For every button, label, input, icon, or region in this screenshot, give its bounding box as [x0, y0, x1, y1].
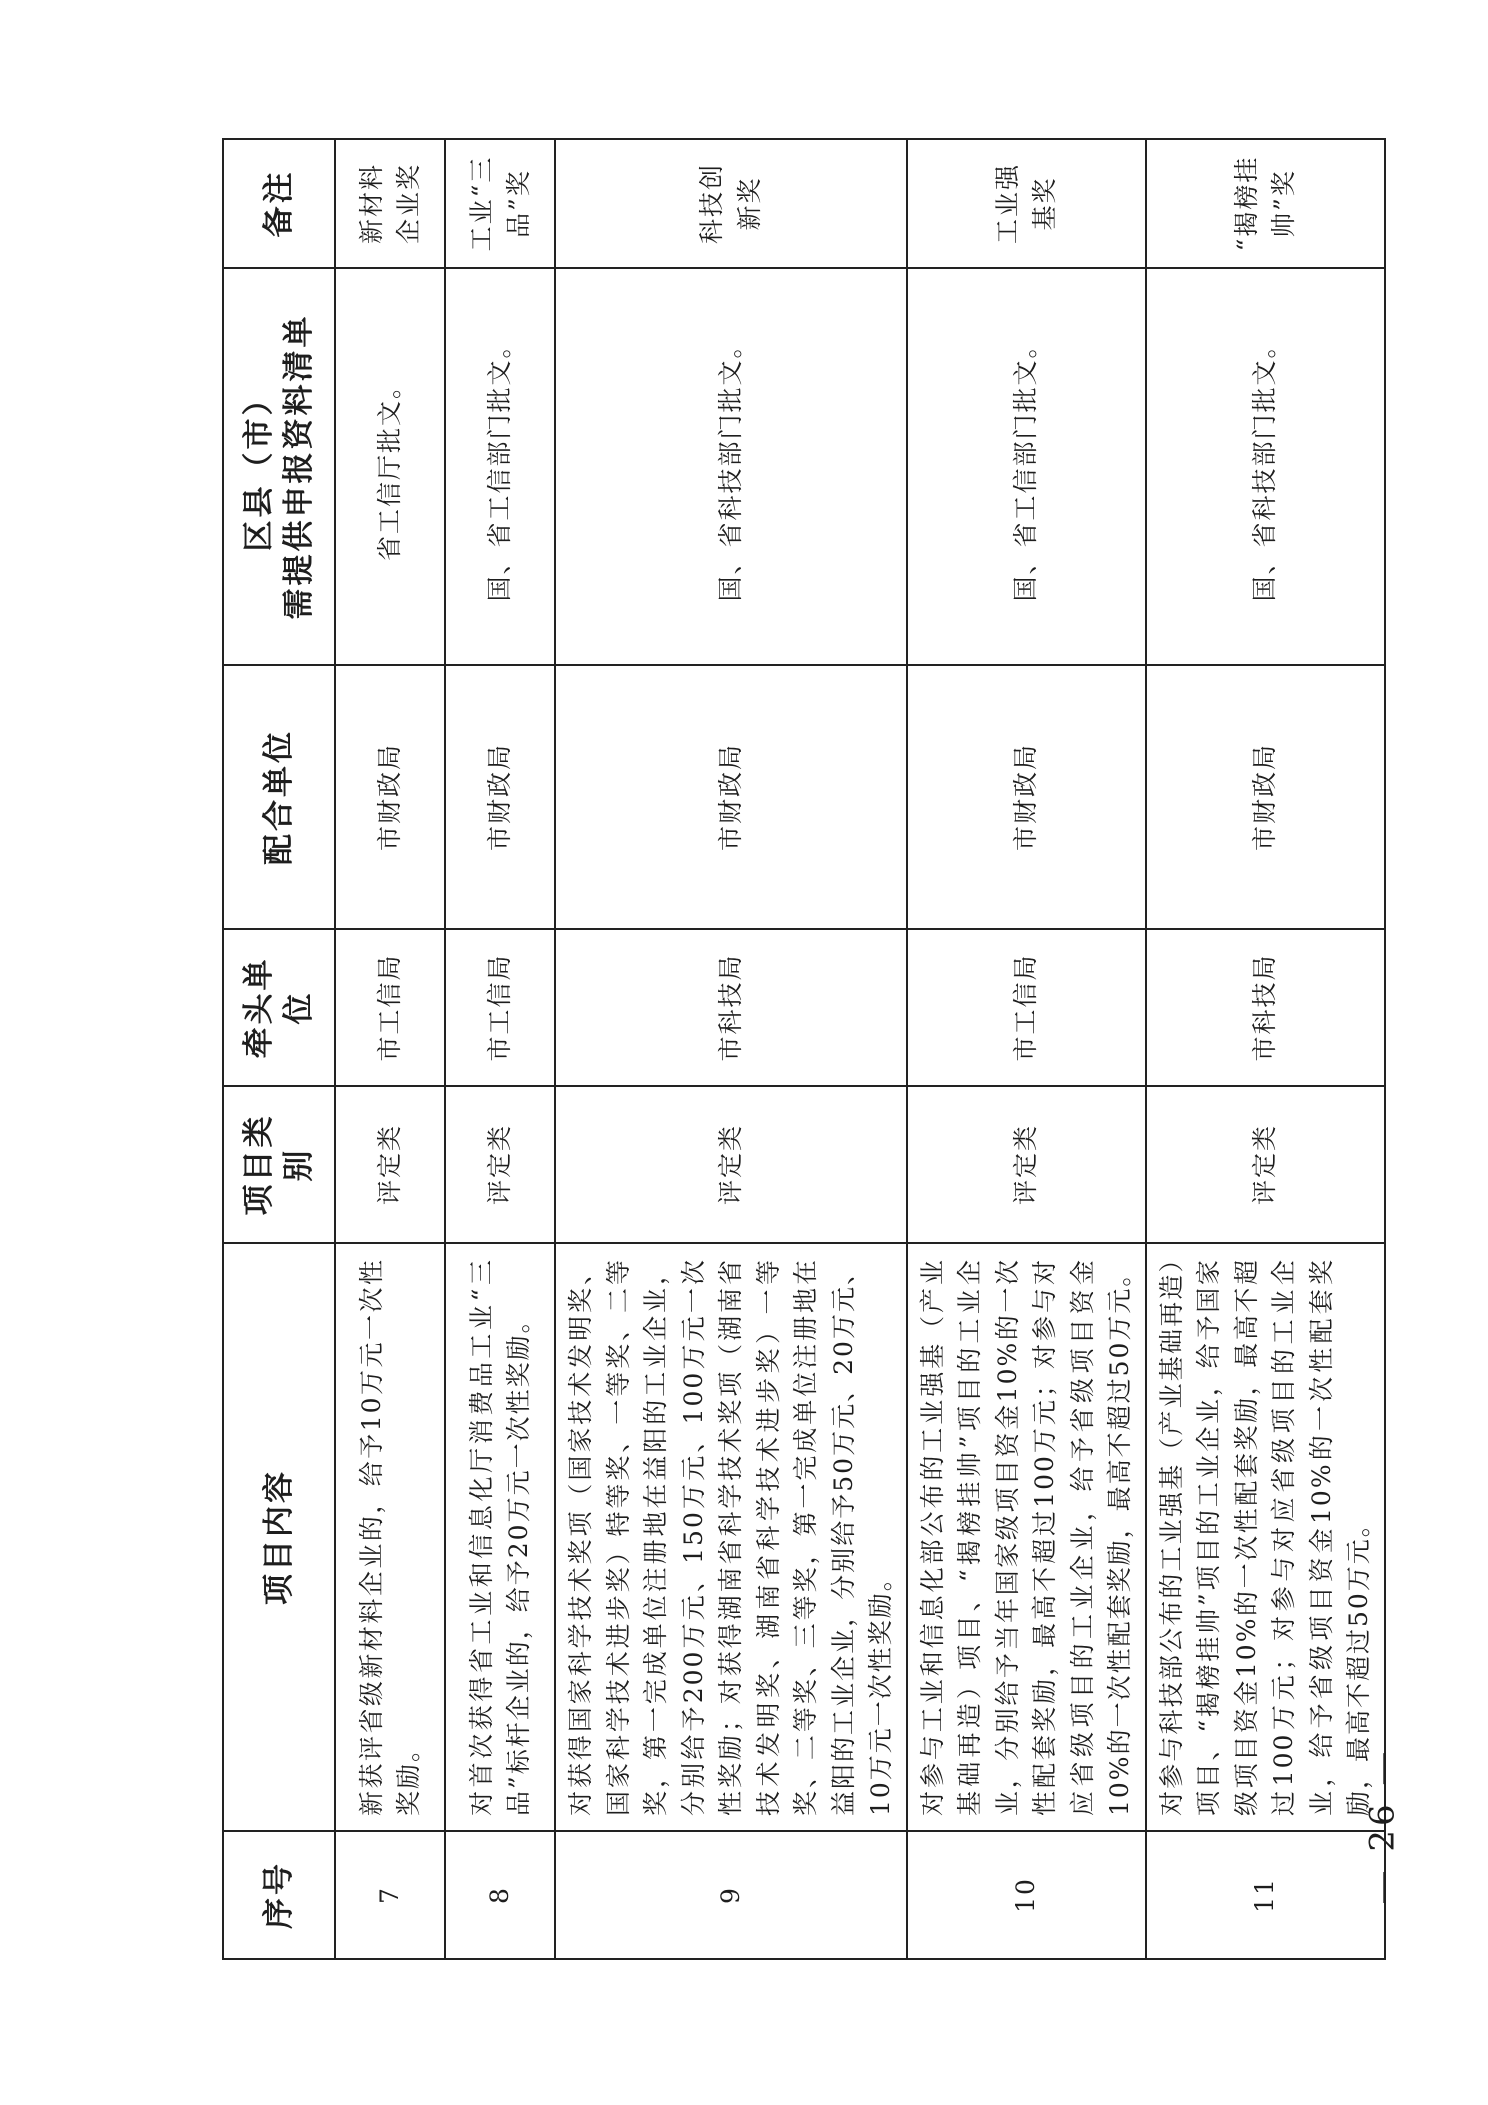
table-row [907, 139, 1146, 1959]
cell-lead-unit: 市工信局 [445, 929, 555, 1086]
cell-materials: 国、省工信部门批文。 [907, 268, 1146, 665]
cell-coop-unit: 市财政局 [907, 665, 1146, 929]
cell-content: 对参与科技部公布的工业强基（产业基础再造）项目、“揭榜挂帅”项目的工业企业，给予国家级项目资金10%的一次性配套奖励，最高不超过100万元；对参与对应省级项目的工业企业，给予省级项目资金10%的一次性配套奖励，最高不超过50万元。 [1146, 1243, 1385, 1831]
header-coop-unit: 配合单位 [223, 665, 335, 929]
cell-coop-unit: 市财政局 [1146, 665, 1385, 929]
header-materials-line2: 需提供申报资料清单 [281, 313, 317, 620]
rotated-table-page [222, 140, 1373, 1960]
project-table [222, 138, 1386, 1960]
table-header-row [223, 139, 335, 1959]
header-materials-line1: 区县（市） [240, 381, 277, 552]
header-category: 项目类别 [223, 1086, 335, 1243]
cell-remark: 工业“三品”奖 [445, 139, 555, 268]
cell-category: 评定类 [1146, 1086, 1385, 1243]
table-row [335, 139, 445, 1959]
page-number-text: — 26 — [1362, 1747, 1403, 1905]
table-row [1146, 139, 1385, 1959]
cell-lead-unit: 市工信局 [907, 929, 1146, 1086]
cell-materials: 国、省科技部门批文。 [555, 268, 907, 665]
cell-category: 评定类 [335, 1086, 445, 1243]
cell-coop-unit: 市财政局 [445, 665, 555, 929]
cell-lead-unit: 市科技局 [555, 929, 907, 1086]
cell-category: 评定类 [445, 1086, 555, 1243]
cell-materials: 国、省科技部门批文。 [1146, 268, 1385, 665]
header-content: 项目内容 [223, 1243, 335, 1831]
page-number [1352, 1706, 1412, 1946]
cell-remark: 工业强基奖 [907, 139, 1146, 268]
cell-remark: “揭榜挂帅”奖 [1146, 139, 1385, 268]
cell-seq: 7 [335, 1831, 445, 1959]
cell-category: 评定类 [907, 1086, 1146, 1243]
header-lead-unit: 牵头单位 [223, 929, 335, 1086]
cell-content: 对获得国家科学技术奖项（国家技术发明奖、国家科学技术进步奖）特等奖、一等奖、二等奖，第一完成单位注册地在益阳的工业企业，分别给予200万元、150万元、100万元一次性奖励；对获得湖南省科学技术奖项（湖南省技术发明奖、湖南省科学技术进步奖）一等奖、二等奖、三等奖，第一完成单位注册地在益阳的工业企业，分别给予50万元、20万元、10万元一次性奖励。 [555, 1243, 907, 1831]
header-materials [223, 268, 335, 665]
cell-seq: 10 [907, 1831, 1146, 1959]
cell-remark: 科技创新奖 [555, 139, 907, 268]
cell-lead-unit: 市科技局 [1146, 929, 1385, 1086]
cell-materials: 国、省工信部门批文。 [445, 268, 555, 665]
cell-seq: 8 [445, 1831, 555, 1959]
cell-seq: 11 [1146, 1831, 1385, 1959]
cell-content: 新获评省级新材料企业的，给予10万元一次性奖励。 [335, 1243, 445, 1831]
header-seq: 序号 [223, 1831, 335, 1959]
cell-seq: 9 [555, 1831, 907, 1959]
table-row [445, 139, 555, 1959]
cell-lead-unit: 市工信局 [335, 929, 445, 1086]
header-remark: 备注 [223, 139, 335, 268]
cell-coop-unit: 市财政局 [555, 665, 907, 929]
cell-content: 对首次获得省工业和信息化厅消费品工业“三品”标杆企业的，给予20万元一次性奖励。 [445, 1243, 555, 1831]
cell-materials: 省工信厅批文。 [335, 268, 445, 665]
cell-content: 对参与工业和信息化部公布的工业强基（产业基础再造）项目、“揭榜挂帅”项目的工业企业，分别给予当年国家级项目资金10%的一次性配套奖励，最高不超过100万元；对参与对应省级项目的工业企业，给予省级项目资金10%的一次性配套奖励，最高不超过50万元。 [907, 1243, 1146, 1831]
cell-coop-unit: 市财政局 [335, 665, 445, 929]
table-row [555, 139, 907, 1959]
cell-remark: 新材料企业奖 [335, 139, 445, 268]
cell-category: 评定类 [555, 1086, 907, 1243]
